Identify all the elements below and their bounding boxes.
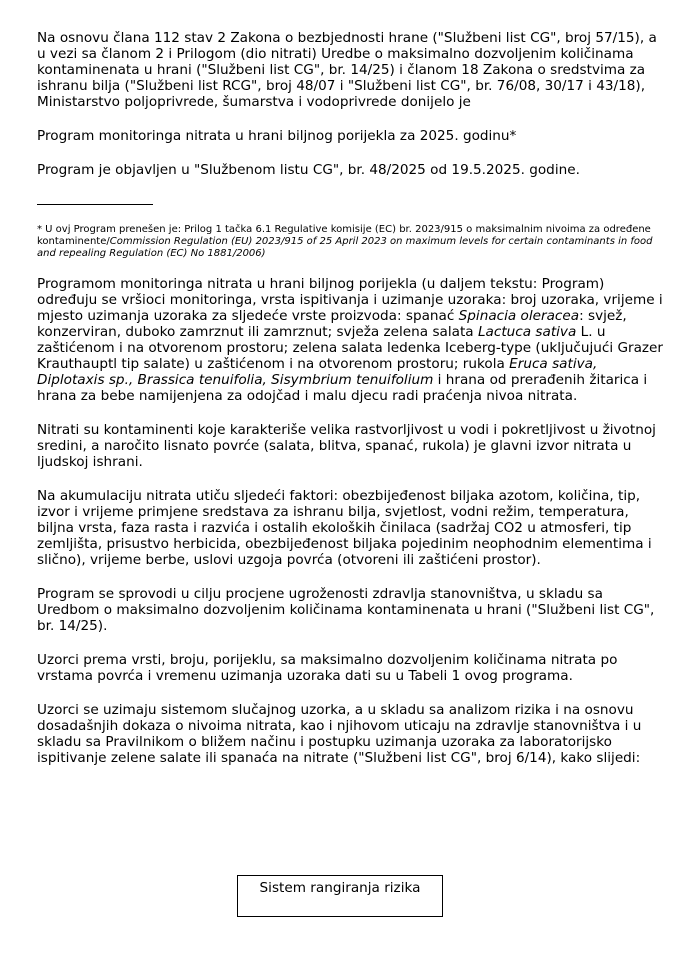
document-body (37, 30, 667, 784)
document-title: Program monitoringa nitrata u hrani biljnog porijekla za 2025. godinu* (37, 128, 517, 144)
scope-text-1: Programom monitoringa nitrata u hrani biljnog porijekla (u daljem tekstu: Program) određuju se vršioci monitoringa, vrsta ispitivanja i uzimanje uzoraka: broj uzoraka, vrijeme i mjesto uzimanja uzoraka za sljedeće vrste proizvoda: spanać (37, 276, 663, 324)
scope-text-3: L. u zaštićenom i na otvorenom prostoru; zelena salata ledenka Iceberg-type (uključujući Grazer Krauthauptl tip salate) u zaštićenom i na otvorenom prostoru; rukola (37, 324, 663, 372)
samples-paragraph: Uzorci prema vrsti, broju, porijeklu, sa maksimalno dozvoljenim količinama nitrata po vrstama povrća i vremenu uzimanja uzoraka dati su u Tabeli 1 ovog programa. (37, 652, 618, 684)
scope-text-2: : svjež, konzerviran, duboko zamrznut ili zamrznut; svježa zelena salata (37, 308, 627, 340)
footnote-lead-letter: j (67, 224, 71, 235)
footnote-lead: * U ov (37, 224, 68, 235)
legal-basis-paragraph: Na osnovu člana 112 stav 2 Zakona o bezbjednosti hrane ("Službeni list CG", broj 57/15), a u vezi sa članom 2 i Prilogom (dio nitrati) Uredbe o maksimalno dozvoljenim količinama kontaminenata u hrani ("Službeni list CG", br. 14/25) i članom 18 Zakona o sredstvima za ishranu bilja ("Službeni list RCG", broj 48/07 i "Službeni list CG", br. 76/08, 30/17 i 43/18), Ministarstvo poljoprivrede, šumarstva i vodoprivrede donijelo je (37, 30, 657, 110)
species-lettuce: Lactuca sativa (477, 324, 577, 340)
species-rocket: Eruca sativa, Diplotaxis sp., Brassica tenuifolia, Sisymbrium tenuifolium (37, 356, 598, 388)
publication-note: Program je objavljen u "Službenom listu CG", br. 48/2025 od 19.5.2025. godine. (37, 162, 580, 178)
footnote (37, 224, 667, 260)
footnote-text: Program prenešen je: Prilog 1 tačka 6.1 Regulative komisije (EC) br. 2023/915 o maksimalnim nivoima za određene kontaminente/ (37, 224, 651, 247)
species-spinach: Spinacia oleracea (458, 308, 580, 324)
risk-ranking-table-header: Sistem rangiranja rizika (237, 875, 443, 917)
footnote-divider (37, 204, 153, 205)
random-sampling-paragraph: Uzorci se uzimaju sistemom slučajnog uzorka, a u skladu sa analizom rizika i na osnovu dosadašnjih dokaza o nivoima nitrata, kao i njihovom uticaju na zdravlje stanovništva i u skladu sa Pravilnikom o bližem načinu i postupku uzimanja uzoraka za laboratorijsko ispitivanje zelene salate ili spanaća na nitrate ("Službeni list CG", broj 6/14), kako slijedi: (37, 702, 642, 766)
factors-paragraph: Na akumulaciju nitrata utiču sljedeći faktori: obezbijeđenost biljaka azotom, količina, tip, izvor i vrijeme primjene sredstava za ishranu bilja, svjetlost, vodni režim, temperatura, biljna vrsta, faza rasta i razvića i ostalih ekoloških činilaca (sadržaj CO2 u atmosferi, tip zemljišta, prisustvo herbicida, obezbijeđenost biljaka pojedinim neophodnim elementima i slično), vrijeme berbe, uslovi uzgoja povrća (otvoreni ili zaštićeni prostor). (37, 488, 652, 568)
goal-paragraph: Program se sprovodi u cilju procjene ugroženosti zdravlja stanovništva, u skladu sa Uredbom o maksimalno dozvoljenim količinama kontaminenata u hrani ("Službeni list CG", br. 14/25). (37, 586, 655, 634)
scope-paragraph (37, 276, 667, 404)
contaminants-paragraph: Nitrati su kontaminenti koje karakteriše velika rastvorljivost u vodi i pokretljivost u životnoj sredini, a naročito lisnato povrće (salata, blitva, spanać, rukola) je glavni izvor nitrata u ljudskoj ishrani. (37, 422, 656, 470)
scope-text-4: i hrana od prerađenih žitarica i hrana za bebe namijenjena za odojčad i malu djecu radi praćenja nivoa nitrata. (37, 372, 648, 404)
footnote-regulation-title: Commission Regulation (EU) 2023/915 of 25 April 2023 on maximum levels for certain contaminants in food and repealing Regulation (EC) No 1881/2006) (37, 236, 653, 259)
